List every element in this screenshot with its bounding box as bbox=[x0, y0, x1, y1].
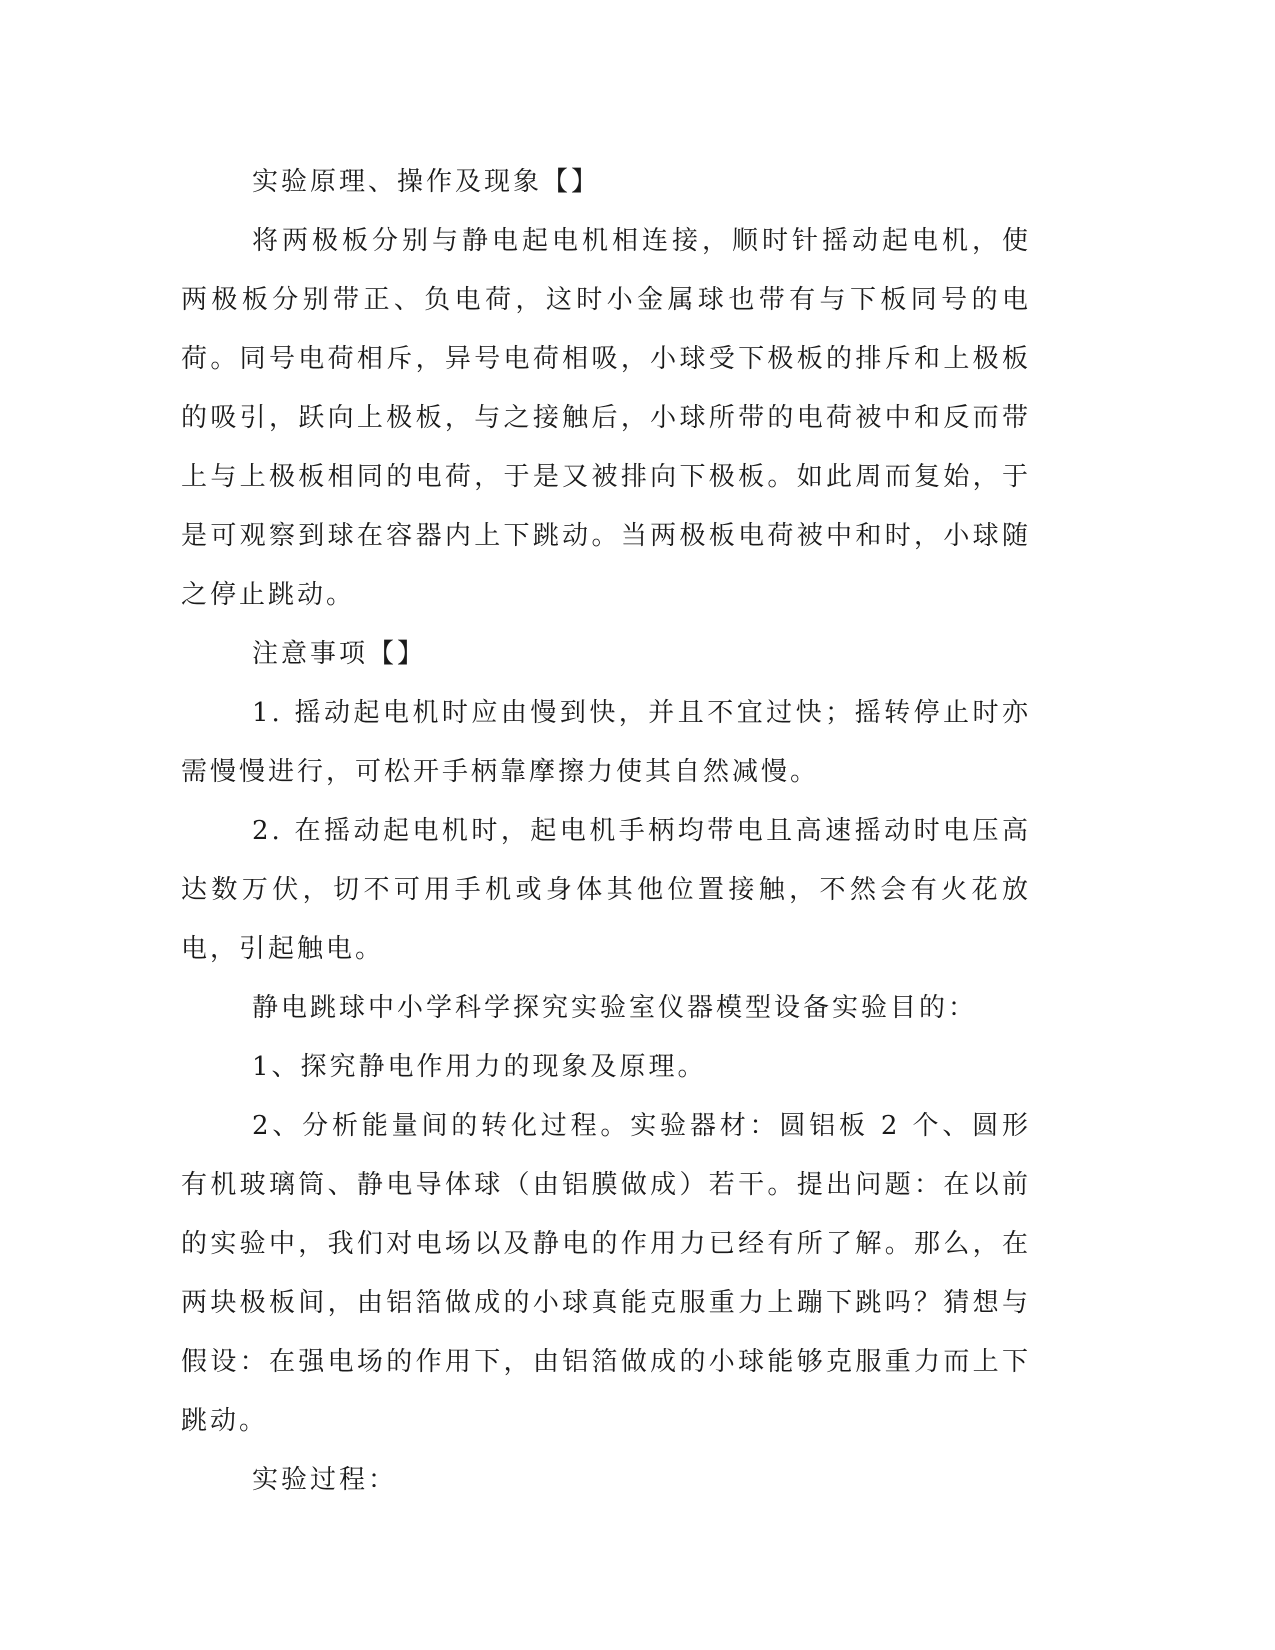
purpose-item-1: 1、探究静电作用力的现象及原理。 bbox=[252, 1052, 707, 1082]
document-body bbox=[181, 153, 1031, 1510]
paragraph-principle-description: 将两极板分别与静电起电机相连接，顺时针摇动起电机，使两极板分别带正、负电荷，这时小金属球也带有与下板同号的电荷。同号电荷相斥，异号电荷相吸，小球受下极板的排斥和上极板的吸引，跃向上极板，与之接触后，小球所带的电荷被中和反而带上与上极板相同的电荷，于是又被排向下极板。如此周而复始，于是可观察到球在容器内上下跳动。当两极板电荷被中和时，小球随之停止跳动。 bbox=[181, 226, 1031, 610]
heading-experiment-process: 实验过程： bbox=[252, 1465, 398, 1495]
heading-principle: 实验原理、操作及现象【】 bbox=[252, 167, 601, 197]
heading-precautions: 注意事项【】 bbox=[252, 639, 427, 669]
precaution-item-2: 2. 在摇动起电机时，起电机手柄均带电且高速摇动时电压高达数万伏，切不可用手机或身体其他位置接触，不然会有火花放电，引起触电。 bbox=[181, 816, 1031, 964]
precaution-item-1: 1. 摇动起电机时应由慢到快，并且不宜过快；摇转停止时亦需慢慢进行，可松开手柄靠摩擦力使其自然减慢。 bbox=[181, 698, 1031, 787]
heading-experiment-purpose: 静电跳球中小学科学探究实验室仪器模型设备实验目的： bbox=[252, 993, 978, 1023]
purpose-item-2: 2、分析能量间的转化过程。实验器材：圆铝板 2 个、圆形有机玻璃筒、静电导体球（由铝膜做成）若干。提出问题：在以前的实验中，我们对电场以及静电的作用力已经有所了解。那么，在两块极板间，由铝箔做成的小球真能克服重力上蹦下跳吗？猜想与假设：在强电场的作用下，由铝箔做成的小球能够克服重力而上下跳动。 bbox=[181, 1111, 1031, 1436]
